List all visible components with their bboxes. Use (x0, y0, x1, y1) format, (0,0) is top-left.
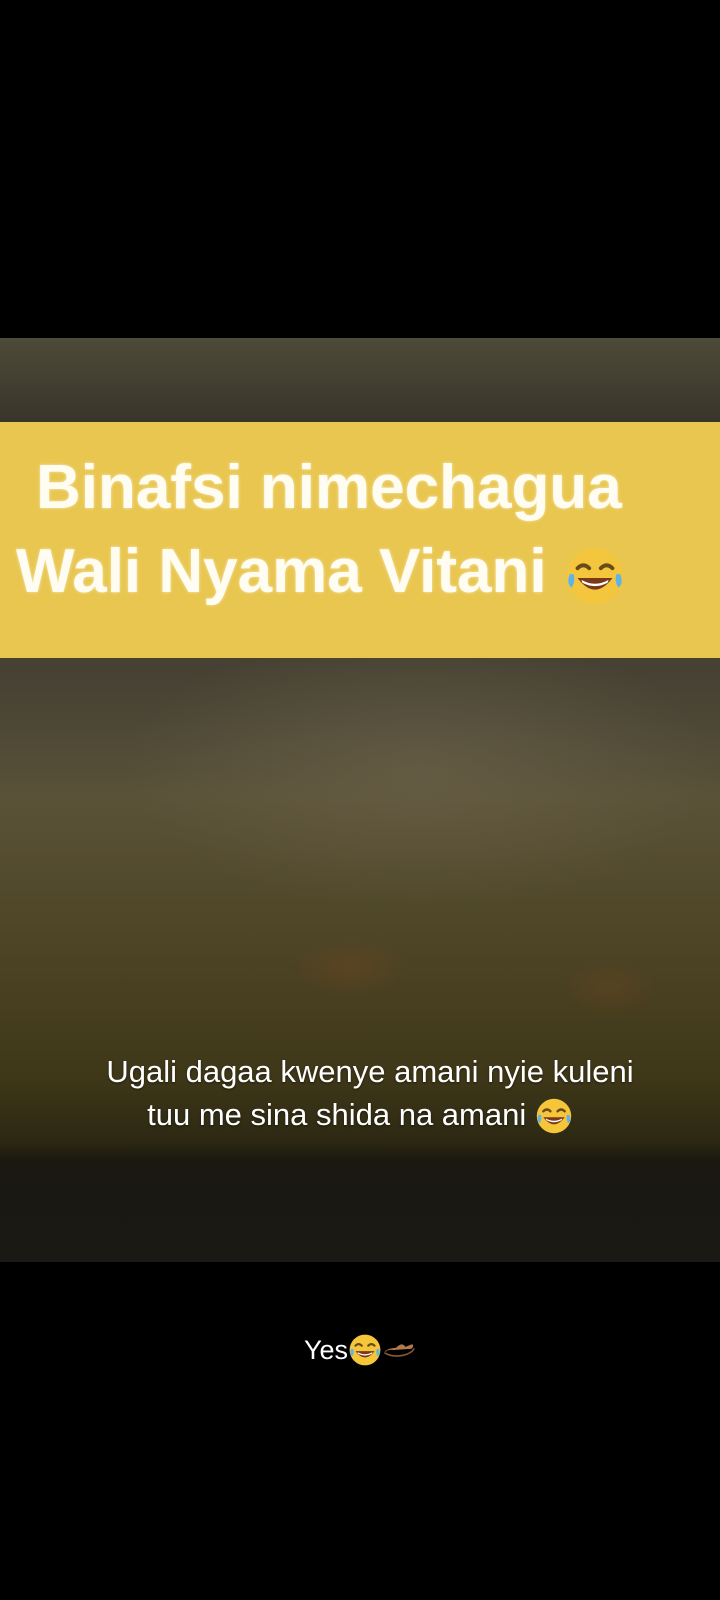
status-media-image[interactable] (0, 338, 720, 1262)
meme-caption (0, 1050, 720, 1138)
meme-caption-line-2-wrap (0, 1093, 720, 1138)
face-with-tears-of-joy-icon (348, 1333, 382, 1367)
meme-caption-line-2: tuu me sina shida na amani (147, 1097, 527, 1132)
background-glow (560, 958, 660, 1018)
background-glow (290, 938, 410, 998)
meme-banner-line-2: Wali Nyama Vitani (16, 537, 547, 606)
status-caption (0, 1328, 720, 1370)
meme-banner (0, 422, 720, 658)
status-caption-text: Yes (303, 1334, 349, 1365)
meme-caption-line-1: Ugali dagaa kwenye amani nyie kuleni (106, 1054, 634, 1089)
palm-up-hand-icon (382, 1333, 416, 1367)
meme-top-band (0, 338, 720, 422)
meme-banner-line-2-wrap (0, 530, 720, 614)
face-with-tears-of-joy-icon (564, 545, 626, 607)
face-with-tears-of-joy-icon (535, 1095, 573, 1138)
meme-banner-line-1: Binafsi nimechagua (36, 453, 622, 522)
